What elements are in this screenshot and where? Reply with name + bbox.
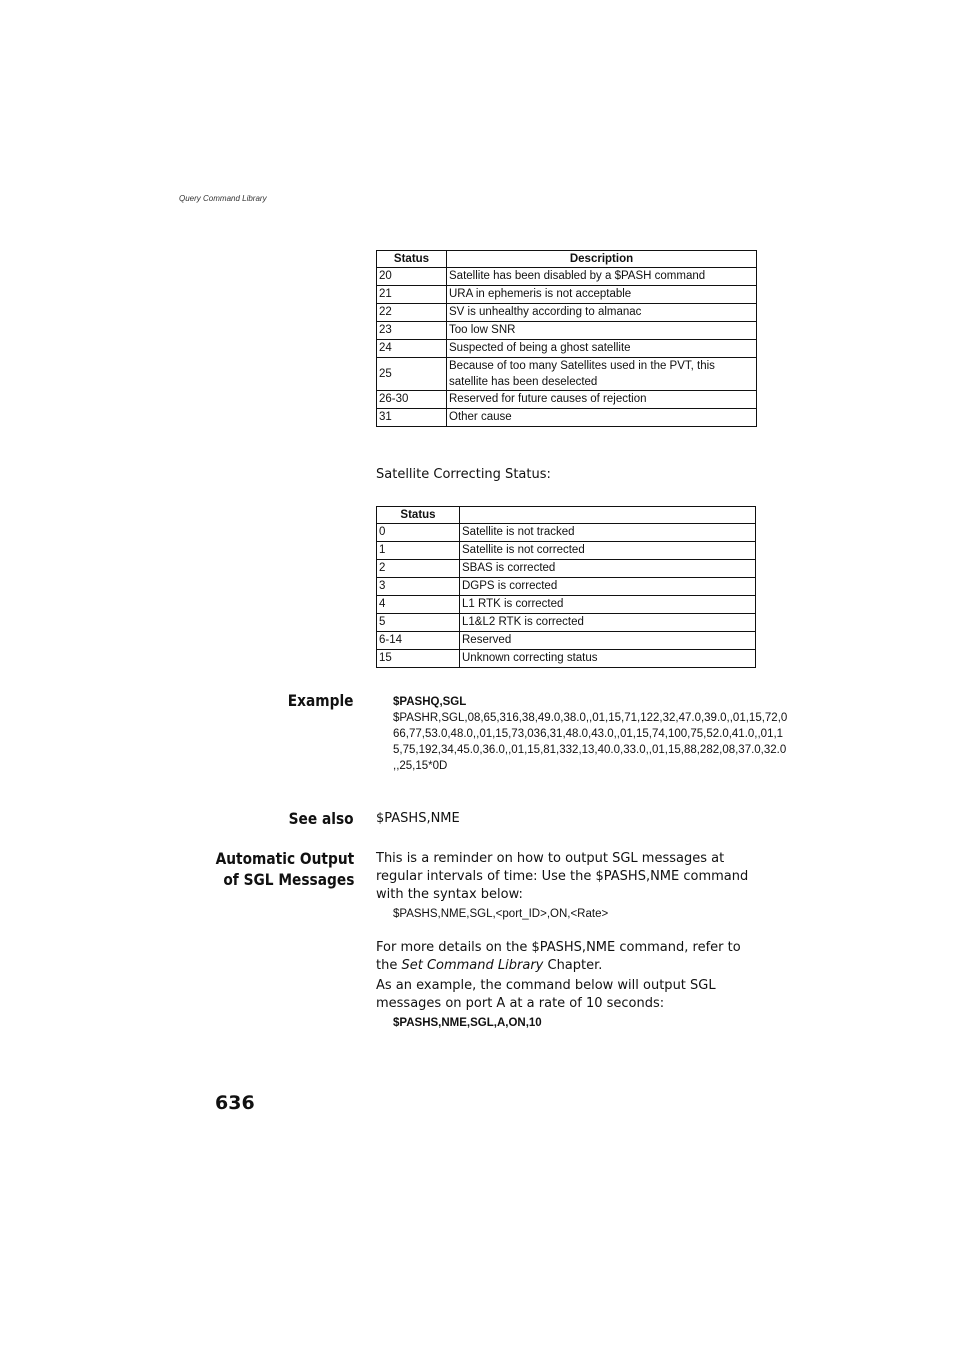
status-code: 21 bbox=[377, 286, 447, 304]
status-description: Reserved bbox=[460, 632, 756, 650]
status-description: L1 RTK is corrected bbox=[460, 596, 756, 614]
status-code: 2 bbox=[377, 560, 460, 578]
status-description: Satellite is not corrected bbox=[460, 542, 756, 560]
example-response-line: 66,77,53.0,48.0,,01,15,73,036,31,48.0,43.0,,01,15,74,100,75,52.0,41.0,,01,1 bbox=[393, 728, 784, 740]
status-description: URA in ephemeris is not acceptable bbox=[447, 286, 757, 304]
status-description: Because of too many Satellites used in the PVT, this satellite has been deselected bbox=[447, 358, 757, 391]
table-row bbox=[377, 391, 757, 409]
table-row bbox=[377, 560, 756, 578]
status-code: 4 bbox=[377, 596, 460, 614]
running-header: Query Command Library bbox=[179, 194, 267, 203]
column-header-description: Description bbox=[447, 251, 757, 268]
status-description: Too low SNR bbox=[447, 322, 757, 340]
status-code: 31 bbox=[377, 409, 447, 427]
automatic-output-intro: This is a reminder on how to output SGL messages at regular intervals of time: Use the $PASHS,NME command with the syntax below: bbox=[376, 851, 749, 902]
details-paragraph bbox=[376, 939, 761, 975]
example-paragraph: As an example, the command below will output SGL messages on port A at a rate of 10 seconds: bbox=[376, 978, 716, 1011]
table-row bbox=[377, 268, 757, 286]
table-row bbox=[377, 614, 756, 632]
example-heading: Example bbox=[288, 691, 354, 710]
status-code: 1 bbox=[377, 542, 460, 560]
table-row bbox=[377, 542, 756, 560]
status-code: 26-30 bbox=[377, 391, 447, 409]
column-header-status: Status bbox=[377, 251, 447, 268]
details-text: For more details on the $PASHS,NME command, refer to the bbox=[376, 940, 741, 973]
status-description: Reserved for future causes of rejection bbox=[447, 391, 757, 409]
status-code: 0 bbox=[377, 524, 460, 542]
table-row bbox=[377, 632, 756, 650]
table-header-row bbox=[377, 251, 757, 268]
status-code: 25 bbox=[377, 358, 447, 391]
example-command: $PASHS,NME,SGL,A,ON,10 bbox=[393, 1017, 542, 1029]
table-row bbox=[377, 340, 757, 358]
rejection-status-table bbox=[376, 250, 757, 427]
example-response-line: ,,25,15*0D bbox=[393, 760, 448, 772]
table-row bbox=[377, 650, 756, 668]
status-description: Satellite is not tracked bbox=[460, 524, 756, 542]
table-row bbox=[377, 322, 757, 340]
table-row bbox=[377, 304, 757, 322]
correcting-status-table bbox=[376, 506, 756, 668]
see-also-reference: $PASHS,NME bbox=[376, 811, 460, 826]
status-code: 22 bbox=[377, 304, 447, 322]
table-row bbox=[377, 596, 756, 614]
column-header-status: Status bbox=[377, 507, 460, 524]
status-code: 20 bbox=[377, 268, 447, 286]
example-response-line: $PASHR,SGL,08,65,316,38,49.0,38.0,,01,15,71,122,32,47.0,39.0,,01,15,72,0 bbox=[393, 712, 788, 724]
status-code: 23 bbox=[377, 322, 447, 340]
table-row bbox=[377, 524, 756, 542]
see-also-heading: See also bbox=[288, 809, 354, 828]
column-header-description bbox=[460, 507, 756, 524]
page-number: 636 bbox=[215, 1092, 255, 1114]
table-row bbox=[377, 286, 757, 304]
details-text-end: Chapter. bbox=[543, 958, 603, 973]
status-code: 24 bbox=[377, 340, 447, 358]
status-code: 6-14 bbox=[377, 632, 460, 650]
example-response-line: 5,75,192,34,45.0,36.0,,01,15,81,332,13,40.0,33.0,,01,15,88,282,08,37.0,32.0 bbox=[393, 744, 787, 756]
status-code: 5 bbox=[377, 614, 460, 632]
table-row bbox=[377, 578, 756, 596]
example-query: $PASHQ,SGL bbox=[393, 696, 467, 708]
status-description: Other cause bbox=[447, 409, 757, 427]
status-code: 3 bbox=[377, 578, 460, 596]
status-description: Satellite has been disabled by a $PASH command bbox=[447, 268, 757, 286]
status-description: Unknown correcting status bbox=[460, 650, 756, 668]
table-header-row bbox=[377, 507, 756, 524]
status-description: Suspected of being a ghost satellite bbox=[447, 340, 757, 358]
table-row bbox=[377, 358, 757, 391]
table-row bbox=[377, 409, 757, 427]
automatic-output-heading-line1: Automatic Output bbox=[215, 849, 354, 868]
automatic-output-heading-line2: of SGL Messages bbox=[222, 870, 354, 889]
status-description: L1&L2 RTK is corrected bbox=[460, 614, 756, 632]
status-description: DGPS is corrected bbox=[460, 578, 756, 596]
correcting-status-caption: Satellite Correcting Status: bbox=[376, 467, 551, 482]
status-code: 15 bbox=[377, 650, 460, 668]
status-description: SV is unhealthy according to almanac bbox=[447, 304, 757, 322]
status-description: SBAS is corrected bbox=[460, 560, 756, 578]
chapter-reference: Set Command Library bbox=[401, 958, 544, 973]
syntax-line: $PASHS,NME,SGL,<port_ID>,ON,<Rate> bbox=[393, 908, 609, 920]
